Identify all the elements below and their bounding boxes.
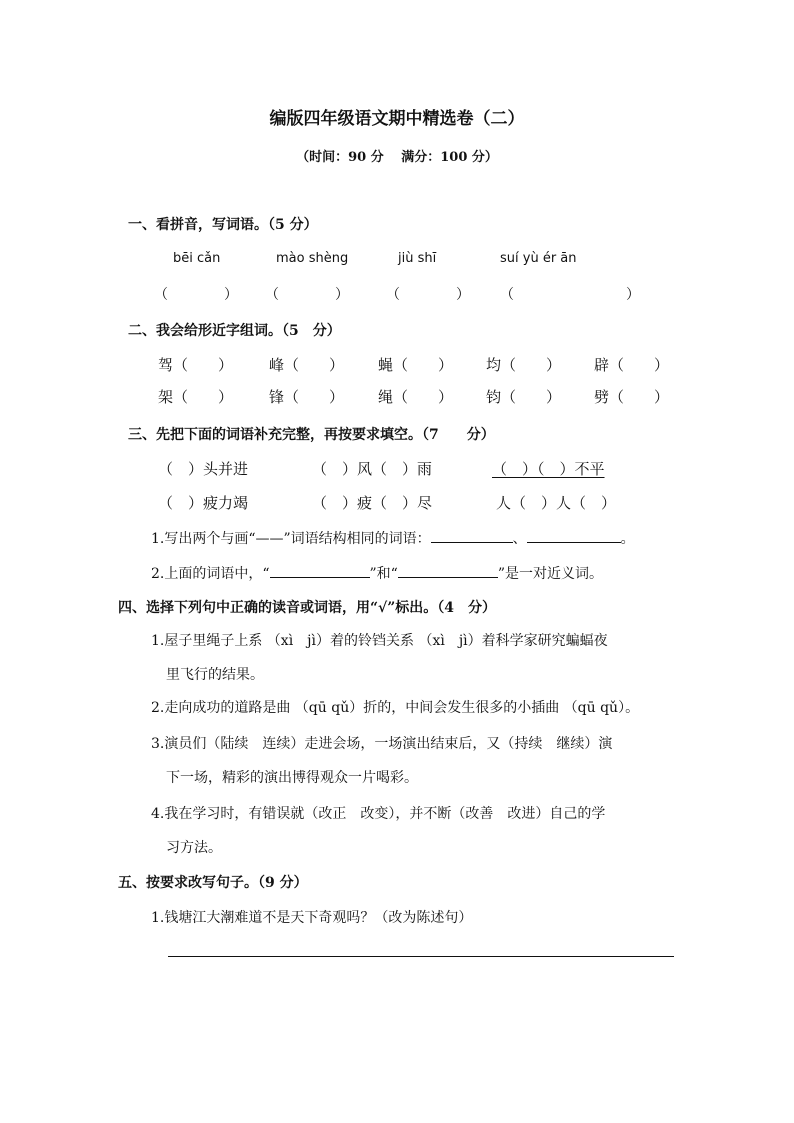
question-text: 1.写出两个与画“——”词语结构相同的词语： [151,531,431,547]
pinyin-4: suí yù ér ān [500,251,577,266]
answer-bracket-3[interactable]: （ ） [386,287,470,303]
idiom-item[interactable]: （ ）疲力竭 [158,494,249,512]
separator: 、 [512,531,527,547]
word-item[interactable]: 驾（ ） [158,356,234,374]
word-item[interactable]: 劈（ ） [594,388,670,406]
question-3-2 [151,563,603,583]
question-text: 2.上面的词语中，“ [151,566,270,582]
exam-info: （时间：90 分 满分：100 分） [296,150,498,165]
section5-heading: 五、按要求改写句子。（9 分） [118,875,308,891]
word-item[interactable]: 架（ ） [158,388,234,406]
question-3-1 [151,528,635,548]
word-item[interactable]: 锋（ ） [269,388,345,406]
answer-blank[interactable] [398,563,498,578]
section3-heading: 三、先把下面的词语补充完整，再按要求填空。（7 分） [128,427,495,443]
word-item[interactable]: 绳（ ） [378,388,454,406]
answer-bracket-2[interactable]: （ ） [265,287,349,303]
question-4-1-cont: 里飞行的结果。 [166,667,264,683]
question-4-1: 1.屋子里绳子上系 （xì jì）着的铃铛关系 （xì jì）着科学家研究蝙蝠夜 [151,633,608,649]
question-4-3: 3.演员们（陆续 连续）走进会场，一场演出结束后，又（持续 继续）演 [151,736,613,752]
question-4-4: 4.我在学习时，有错误就（改正 改变），并不断（改善 改进）自己的学 [151,806,606,822]
idiom-item[interactable]: 人（ ）人（ ） [496,494,617,512]
section1-heading: 一、看拼音，写词语。（5 分） [128,217,318,233]
answer-blank[interactable] [270,563,370,578]
pinyin-2: mào shèng [276,251,349,266]
answer-blank[interactable] [527,528,621,543]
answer-bracket-1[interactable]: （ ） [154,287,238,303]
word-item[interactable]: 均（ ） [486,356,562,374]
question-4-4-cont: 习方法。 [166,840,222,856]
question-5-1: 1.钱塘江大潮难道不是天下奇观吗？（改为陈述句） [151,910,473,926]
answer-line[interactable] [168,956,674,957]
idiom-item[interactable]: （ ）头并进 [158,460,249,478]
page-title: 编版四年级语文期中精选卷（二） [269,109,525,129]
idiom-item[interactable]: （ ）风（ ）雨 [312,460,433,478]
section2-heading: 二、我会给形近字组词。（5 分） [128,323,341,339]
question-text: ”是一对近义词。 [497,566,604,582]
pinyin-1: bēi cǎn [173,251,221,266]
section4-heading: 四、选择下列句中正确的读音或词语，用“√”标出。（4 分） [118,600,497,616]
word-item[interactable]: 辟（ ） [594,356,670,374]
question-4-3-cont: 下一场，精彩的演出博得观众一片喝彩。 [166,770,418,786]
period: 。 [620,531,635,547]
question-4-2: 2.走向成功的道路是曲 （qū qǔ）折的，中间会发生很多的小插曲 （qū qǔ）。 [151,700,640,716]
idiom-item-underlined[interactable]: （ ）（ ）不平 [492,460,605,478]
word-item[interactable]: 蝇（ ） [378,356,454,374]
answer-bracket-4[interactable]: （ ） [500,287,640,303]
word-item[interactable]: 峰（ ） [269,356,345,374]
pinyin-3: jiù shī [398,251,437,266]
question-text: ”和“ [369,566,398,582]
answer-blank[interactable] [431,528,513,543]
word-item[interactable]: 钧（ ） [486,388,562,406]
idiom-item[interactable]: （ ）疲（ ）尽 [312,494,433,512]
